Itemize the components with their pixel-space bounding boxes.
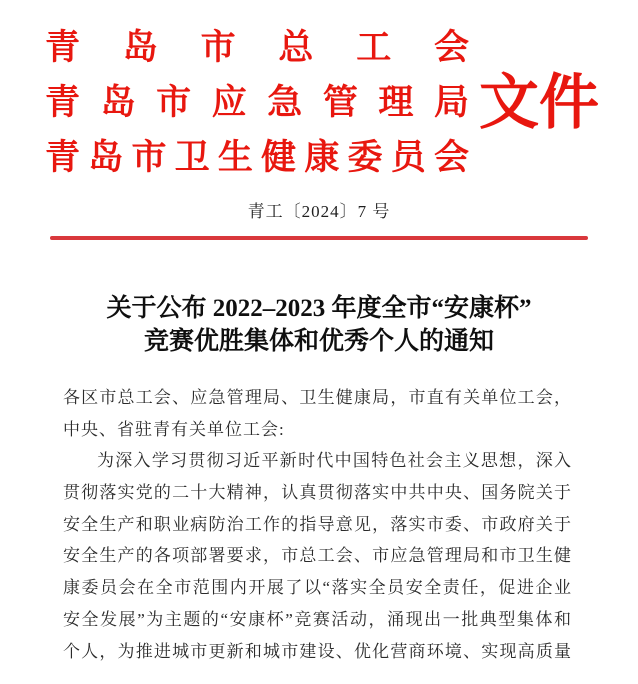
- issuing-agency-name: 青岛市卫生健康委员会: [45, 138, 469, 177]
- document-title: [0, 292, 638, 358]
- body-text-line: 贯彻落实党的二十大精神，认真贯彻落实中共中央、国务院关于: [63, 483, 571, 503]
- issuing-agency-name: 青岛市应急管理局: [45, 83, 469, 122]
- doc-type-label: 文件: [479, 69, 599, 136]
- body-text-line: 各区市总工会、应急管理局、卫生健康局，市直有关单位工会，: [63, 388, 571, 407]
- body-text-line: 为深入学习贯彻习近平新时代中国特色社会主义思想，深入: [97, 451, 571, 471]
- body-text-line: 中央、省驻青有关单位工会:: [63, 419, 285, 439]
- body-text-line: 康委员会在全市范围内开展了以“落实全员安全责任，促进企业: [63, 578, 571, 598]
- body-text-line: 安全生产和职业病防治工作的指导意见，落实市委、市政府关于: [63, 514, 571, 534]
- document-body: [63, 382, 571, 667]
- red-divider-line: [50, 236, 588, 240]
- document-number: 青工〔2024〕7 号: [247, 202, 391, 221]
- issuing-agency-name: 青岛市总工会: [45, 28, 469, 67]
- document-title-line-1: 关于公布 2022–2023 年度全市“安康杯”: [106, 295, 532, 322]
- red-letterhead: [45, 20, 601, 185]
- body-text-line: 安全发展”为主题的“安康杯”竞赛活动，涌现出一批典型集体和: [63, 609, 571, 629]
- issuing-agency-list: [45, 20, 469, 185]
- body-text-line: 安全生产的各项部署要求，市总工会、市应急管理局和市卫生健: [63, 546, 571, 566]
- document-title-line-2: 竞赛优胜集体和优秀个人的通知: [143, 328, 494, 355]
- body-text-line: 个人，为推进城市更新和城市建设、优化营商环境、实现高质量: [63, 641, 571, 661]
